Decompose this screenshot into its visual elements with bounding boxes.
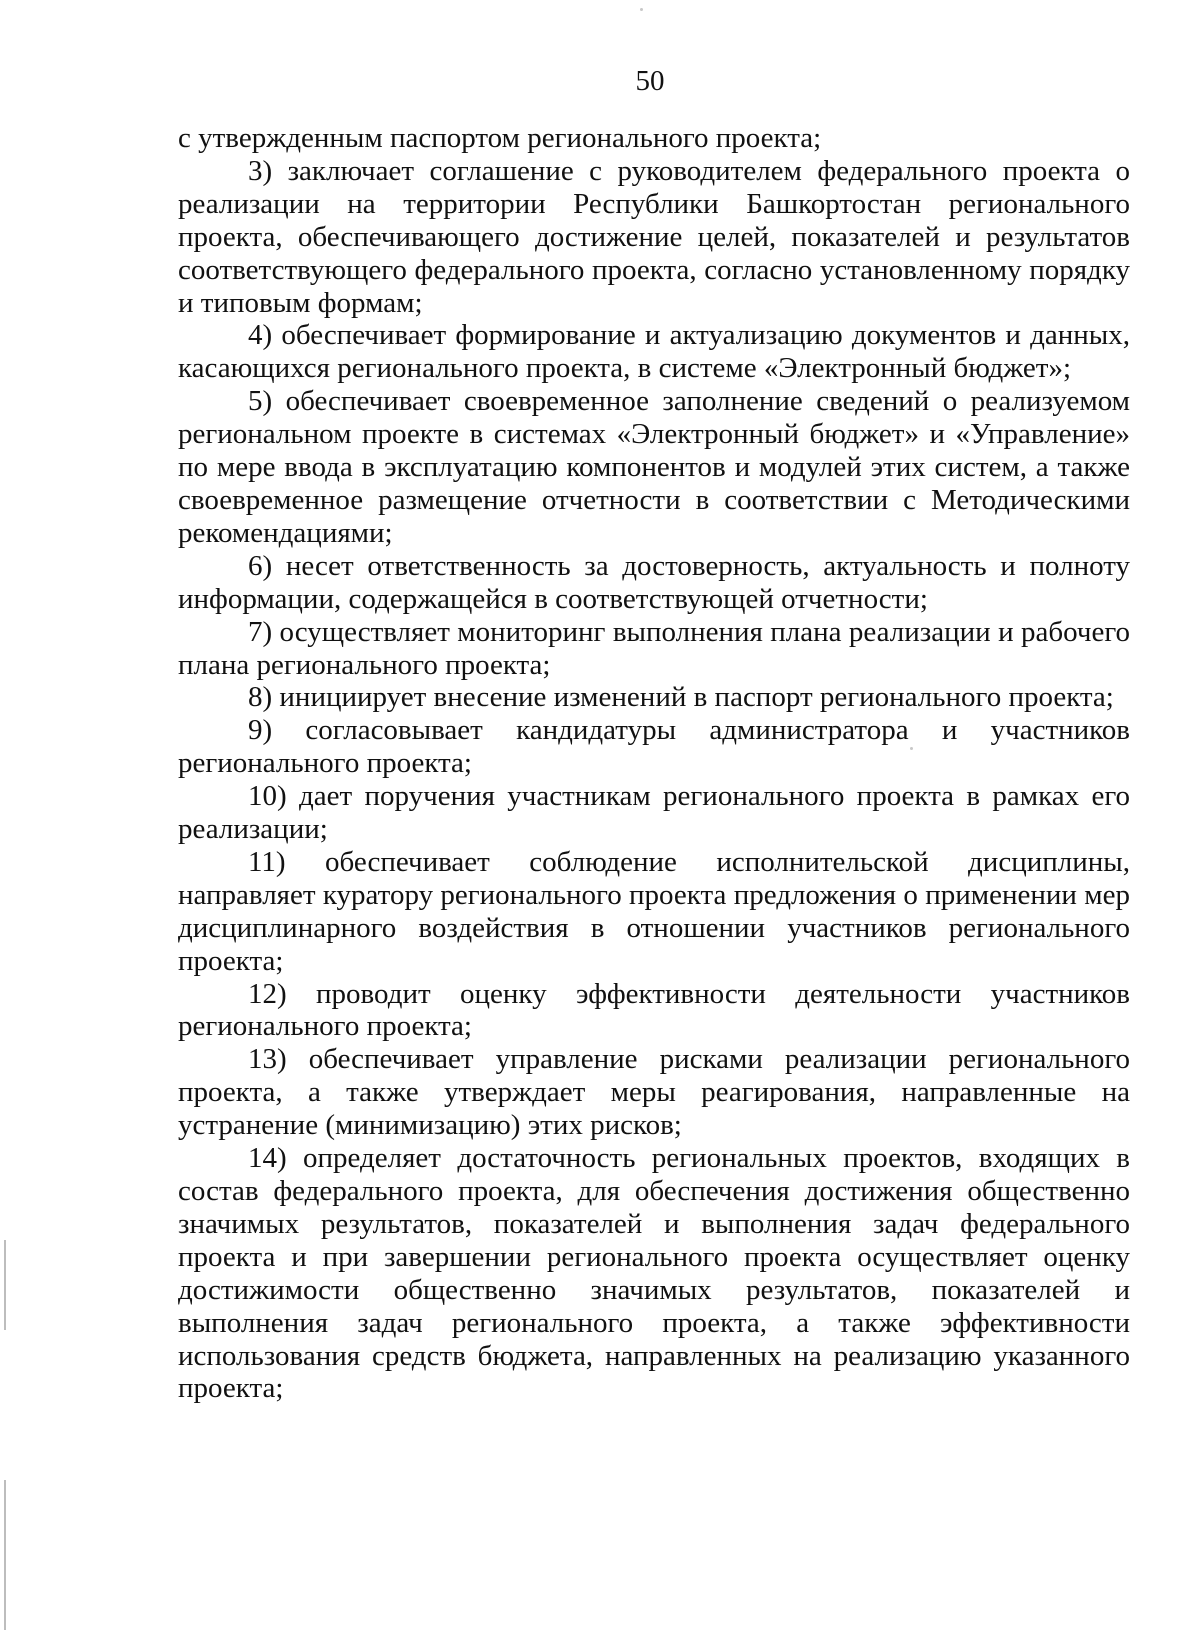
scan-speck <box>640 8 643 11</box>
scan-edge-mark <box>4 1480 6 1630</box>
scan-edge-mark <box>4 1240 6 1330</box>
list-item-13: 13) обеспечивает управление рисками реализации регионального проекта, а также утверждает меры реагирования, направленные на устранение (минимизацию) этих рисков; <box>178 1043 1130 1142</box>
list-item-12: 12) проводит оценку эффективности деятельности участников регионального проекта; <box>178 977 1130 1043</box>
list-item-7: 7) осуществляет мониторинг выполнения плана реализации и рабочего плана регионального проекта; <box>178 615 1130 681</box>
list-item-9: 9) согласовывает кандидатуры администратора и участников регионального проекта; <box>178 714 1130 780</box>
list-item-10: 10) дает поручения участникам регионального проекта в рамках его реализации; <box>178 780 1130 846</box>
list-item-11: 11) обеспечивает соблюдение исполнительской дисциплины, направляет куратору регионального проекта предложения о применении мер дисциплинарного воздействия в отношении участников регионального проекта; <box>178 845 1130 977</box>
paragraph-continuation: с утвержденным паспортом регионального проекта; <box>178 122 822 154</box>
page-number: 50 <box>635 65 665 97</box>
list-item-5: 5) обеспечивает своевременное заполнение сведений о реализуемом региональном проекте в системах «Электронный бюджет» и «Управление» по мере ввода в эксплуатацию компонентов и модулей этих систем, а также своевременное размещение отчетности в соответствии с Методическими рекомендациями; <box>178 385 1130 549</box>
list-item-3: 3) заключает соглашение с руководителем федерального проекта о реализации на территории Республики Башкортостан регионального проекта, обеспечивающего достижение целей, показателей и результатов соответствующего федерального проекта, согласно установленному порядку и типовым формам; <box>178 154 1130 319</box>
list-item-8: 8) инициирует внесение изменений в паспорт регионального проекта; <box>248 681 1114 714</box>
list-item-14: 14) определяет достаточность региональных проектов, входящих в состав федерального проекта, для обеспечения достижения общественно значимых результатов, показателей и выполнения задач федерального проекта и при завершении регионального проекта осуществляет оценку достижимости общественно значимых результатов, показателей и выполнения задач регионального проекта, а также эффективности использования средств бюджета, направленных на реализацию указанного проекта; <box>178 1142 1130 1405</box>
document-body <box>178 122 1130 1405</box>
list-item-4: 4) обеспечивает формирование и актуализацию документов и данных, касающихся регионального проекта, в системе «Электронный бюджет»; <box>178 319 1130 385</box>
list-item-6: 6) несет ответственность за достоверность, актуальность и полноту информации, содержащейся в соответствующей отчетности; <box>178 549 1130 615</box>
